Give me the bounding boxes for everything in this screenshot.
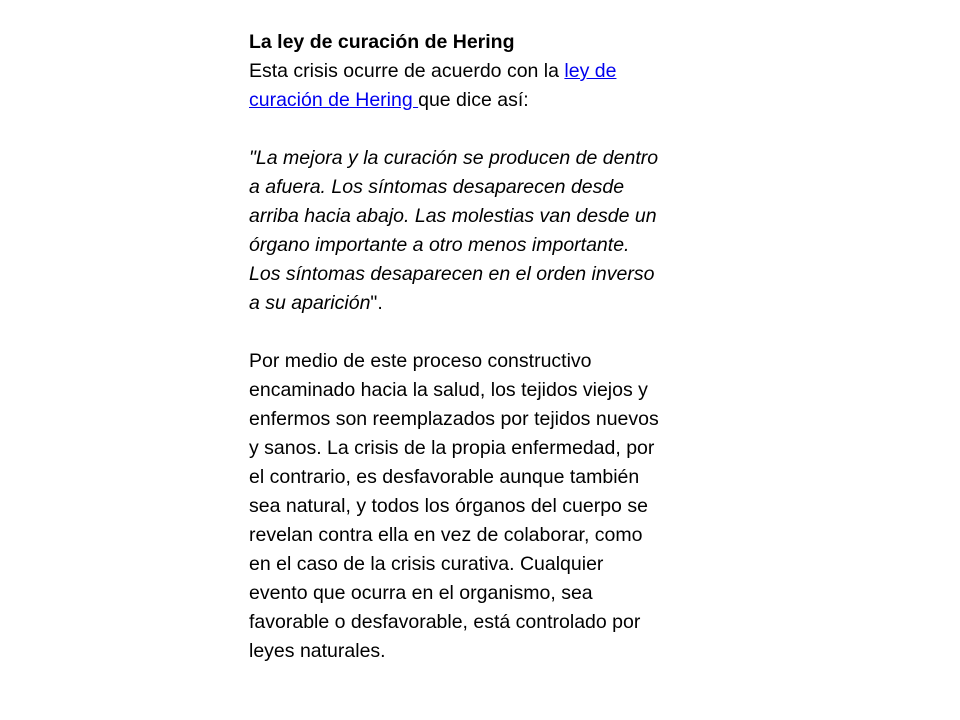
intro-line-2 xyxy=(249,86,719,115)
body-line: evento que ocurra en el organismo, sea xyxy=(249,582,593,604)
body-paragraph xyxy=(249,347,719,666)
body-line: enfermos son reemplazados por tejidos nuevos xyxy=(249,408,659,430)
body-line: el contrario, es desfavorable aunque también xyxy=(249,466,640,488)
quote-line: Los síntomas desaparecen en el orden inverso xyxy=(249,263,655,285)
quote-line: órgano importante a otro menos importante. xyxy=(249,234,630,256)
hering-quote xyxy=(249,144,719,318)
body-line: favorable o desfavorable, está controlado por xyxy=(249,611,641,633)
body-line: sea natural, y todos los órganos del cuerpo se xyxy=(249,495,648,517)
quote-line: "La mejora y la curación se producen de dentro xyxy=(249,147,659,169)
body-line: Por medio de este proceso constructivo xyxy=(249,350,592,372)
intro-text-after-link: que dice así: xyxy=(418,89,529,111)
quote-closing: ". xyxy=(370,292,383,314)
slide-title: La ley de curación de Hering xyxy=(249,31,515,53)
intro-text-before-link: Esta crisis ocurre de acuerdo con la xyxy=(249,60,565,82)
hering-law-link-part-2[interactable]: curación de Hering xyxy=(249,89,419,111)
body-line: leyes naturales. xyxy=(249,640,386,662)
body-line: revelan contra ella en vez de colaborar, como xyxy=(249,524,643,546)
body-line: en el caso de la crisis curativa. Cualquier xyxy=(249,553,604,575)
intro-paragraph xyxy=(249,57,719,115)
slide-content xyxy=(249,28,719,666)
quote-line: a afuera. Los síntomas desaparecen desde xyxy=(249,176,625,198)
body-line: encaminado hacia la salud, los tejidos viejos y xyxy=(249,379,648,401)
quote-last-line xyxy=(249,289,719,318)
quote-line: a su aparición xyxy=(249,292,371,314)
intro-line-1 xyxy=(249,57,719,86)
hering-law-link-part-1[interactable]: ley de xyxy=(564,60,617,82)
quote-line: arriba hacia abajo. Las molestias van desde un xyxy=(249,205,657,227)
body-line: y sanos. La crisis de la propia enfermedad, por xyxy=(249,437,655,459)
